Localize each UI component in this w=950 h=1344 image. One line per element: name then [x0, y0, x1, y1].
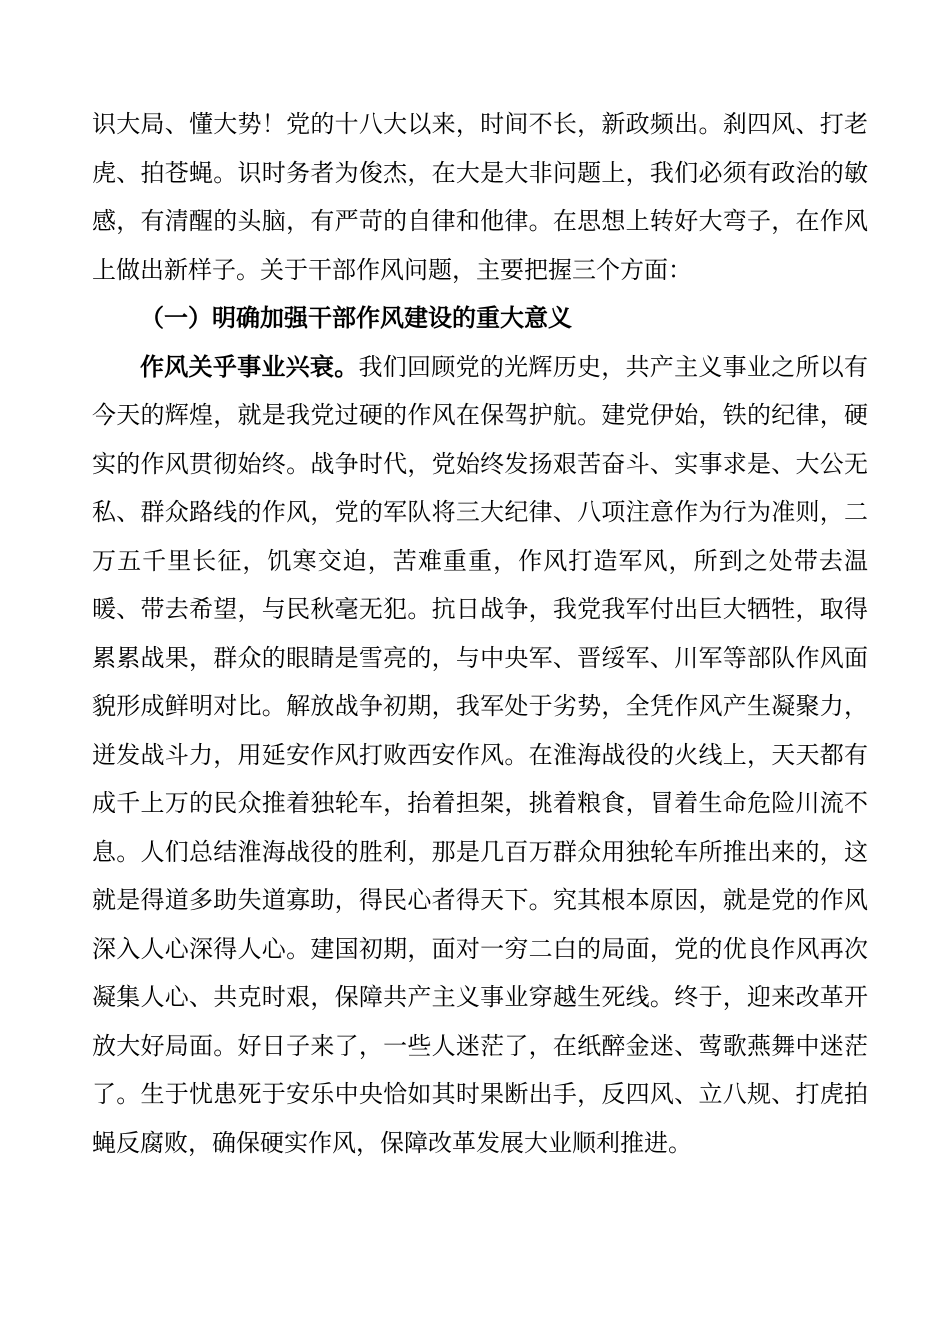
document-body [92, 100, 868, 1167]
paragraph-main-text: 我们回顾党的光辉历史，共产主义事业之所以有今天的辉煌，就是我党过硬的作风在保驾护航。建党伊始，铁的纪律，硬实的作风贯彻始终。战争时代，党始终发扬艰苦奋斗、实事求是、大公无私、群众路线的作风，党的军队将三大纪律、八项注意作为行为准则，二万五千里长征，饥寒交迫，苦难重重，作风打造军风，所到之处带去温暖、带去希望，与民秋毫无犯。抗日战争，我党我军付出巨大牺牲，取得累累战果，群众的眼睛是雪亮的，与中央军、晋绥军、川军等部队作风面貌形成鲜明对比。解放战争初期，我军处于劣势，全凭作风产生凝聚力，迸发战斗力，用延安作风打败西安作风。在淮海战役的火线上，天天都有成千上万的民众推着独轮车，抬着担架，挑着粮食，冒着生命危险川流不息。人们总结淮海战役的胜利，那是几百万群众用独轮车所推出来的，这就是得道多助失道寡助，得民心者得天下。究其根本原因，就是党的作风深入人心深得人心。建国初期，面对一穷二白的局面，党的优良作风再次凝集人心、共克时艰，保障共产主义事业穿越生死线。终于，迎来改革开放大好局面。好日子来了，一些人迷茫了，在纸醉金迷、莺歌燕舞中迷茫了。生于忧患死于安乐中央恰如其时果断出手，反四风、立八规、打虎拍蝇反腐败，确保硬实作风，保障改革发展大业顺利推进。 [92, 352, 869, 1157]
paragraph-intro: 识大局、懂大势！党的十八大以来，时间不长，新政频出。刹四风、打老虎、拍苍蝇。识时务者为俊杰，在大是大非问题上，我们必须有政治的敏感，有清醒的头脑，有严苛的自律和他律。在思想上转好大弯子，在作风上做出新样子。关于干部作风问题，主要把握三个方面： [92, 110, 868, 284]
paragraph-main [92, 343, 868, 1168]
section-heading: （一）明确加强干部作风建设的重大意义 [140, 304, 572, 332]
paragraph-lead-sentence: 作风关乎事业兴衰。 [140, 352, 359, 381]
